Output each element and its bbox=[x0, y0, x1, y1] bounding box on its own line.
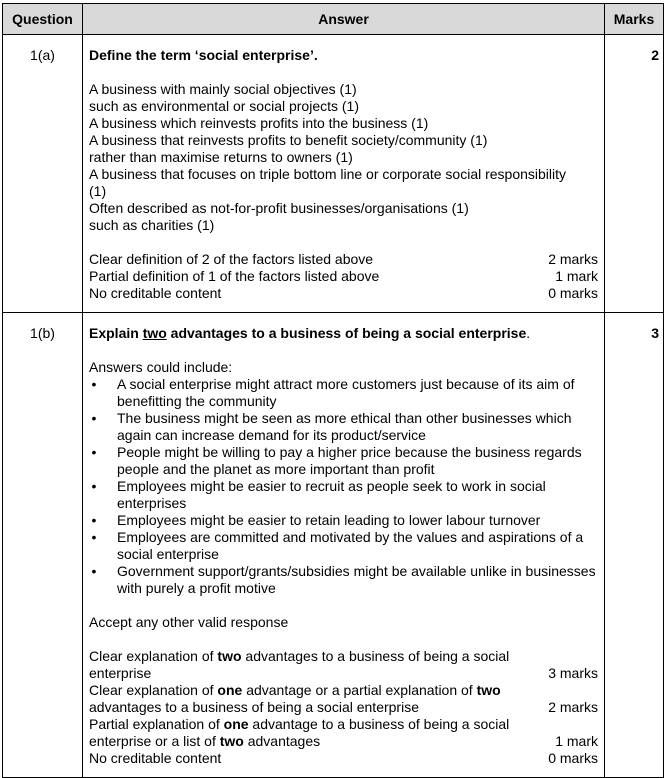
bullet-icon bbox=[89, 563, 99, 580]
title-text: Explain bbox=[89, 325, 143, 341]
list-item: • A social enterprise might attract more customers just because of its aim of benefitting the community bbox=[117, 376, 598, 410]
level-row bbox=[89, 750, 598, 767]
list-item: • Employees are committed and motivated by the values and aspirations of a social enterprise bbox=[117, 529, 598, 563]
level-marks: 1 mark bbox=[555, 268, 598, 284]
answer-line: A business that focuses on triple bottom line or corporate social responsibility bbox=[89, 166, 567, 182]
list-item: • Government support/grants/subsidies might be available unlike in businesses with purely a profit motive bbox=[117, 563, 598, 597]
list-item: • Employees might be easier to recruit as people seek to work in social enterprises bbox=[117, 478, 598, 512]
header-row bbox=[3, 4, 664, 35]
bullet-list bbox=[89, 376, 598, 597]
list-item: • The business might be seen as more ethical than other businesses which again can increase demand for its product/service bbox=[117, 410, 598, 444]
level-text: No creditable content bbox=[89, 285, 222, 301]
level-row bbox=[89, 268, 598, 285]
level-text: No creditable content bbox=[89, 750, 222, 766]
answer-cell-1b bbox=[83, 313, 605, 778]
accept-text: Accept any other valid response bbox=[89, 614, 289, 630]
level-marks: 0 marks bbox=[548, 750, 598, 766]
level-row bbox=[89, 285, 598, 302]
question-row-1b bbox=[3, 313, 664, 778]
header-question: Question bbox=[3, 4, 83, 35]
title-text: advantages to a business of being a social enterprise bbox=[166, 325, 527, 341]
answer-line: A business with mainly social objectives (1) bbox=[89, 81, 357, 97]
level-row bbox=[89, 251, 598, 268]
question-title-1a: Define the term ‘social enterprise’. bbox=[89, 47, 318, 63]
mark-scheme-table bbox=[2, 3, 664, 778]
level-text: Clear explanation of two advantages to a business of being a social enterprise bbox=[89, 648, 510, 681]
answer-line: A business that reinvests profits to benefit society/community (1) bbox=[89, 132, 488, 148]
level-text: Clear explanation of one advantage or a partial explanation of two advantages to a business of being a social enterprise bbox=[89, 682, 501, 715]
answer-line: (1) bbox=[89, 183, 107, 199]
list-item: • People might be willing to pay a higher price because the business regards people and the planet as more important than profit bbox=[117, 444, 598, 478]
question-row-1a bbox=[3, 35, 664, 313]
list-item: • Employees might be easier to retain leading to lower labour turnover bbox=[117, 512, 598, 529]
answer-line: A business which reinvests profits into the business (1) bbox=[89, 115, 429, 131]
level-marks: 0 marks bbox=[548, 285, 598, 301]
question-title-1b bbox=[89, 325, 598, 342]
bullet-icon bbox=[89, 376, 99, 393]
answer-lines-1a bbox=[89, 81, 598, 234]
level-row bbox=[89, 716, 598, 750]
bullet-icon bbox=[89, 410, 99, 427]
level-marks: 3 marks bbox=[548, 665, 598, 681]
answer-line: such as environmental or social projects (1) bbox=[89, 98, 360, 114]
answer-cell-1a bbox=[83, 35, 605, 313]
bullet-icon bbox=[89, 478, 99, 495]
intro-text: Answers could include: bbox=[89, 359, 233, 375]
question-number-1a: 1(a) bbox=[3, 35, 83, 313]
header-marks: Marks bbox=[605, 4, 664, 35]
level-marks: 2 marks bbox=[548, 699, 598, 715]
level-text: Partial explanation of one advantage to a business of being a social enterprise or a list of two advantages bbox=[89, 716, 510, 749]
bullet-icon bbox=[89, 529, 99, 546]
title-text: . bbox=[526, 325, 531, 341]
level-text: Partial definition of 1 of the factors listed above bbox=[89, 268, 380, 284]
title-emphasis: two bbox=[142, 325, 167, 341]
level-row bbox=[89, 682, 598, 716]
header-answer: Answer bbox=[83, 4, 605, 35]
level-marks: 1 mark bbox=[555, 733, 598, 749]
answer-line: rather than maximise returns to owners (1) bbox=[89, 149, 353, 165]
level-text: Clear definition of 2 of the factors listed above bbox=[89, 251, 374, 267]
question-number-1b: 1(b) bbox=[3, 313, 83, 778]
answer-line: such as charities (1) bbox=[89, 217, 215, 233]
bullet-icon bbox=[89, 512, 99, 529]
level-marks: 2 marks bbox=[548, 251, 598, 267]
bullet-icon bbox=[89, 444, 99, 461]
answer-line: Often described as not-for-profit businesses/organisations (1) bbox=[89, 200, 469, 216]
marks-1b: 3 bbox=[605, 313, 664, 778]
marks-1a: 2 bbox=[605, 35, 664, 313]
level-row bbox=[89, 648, 598, 682]
